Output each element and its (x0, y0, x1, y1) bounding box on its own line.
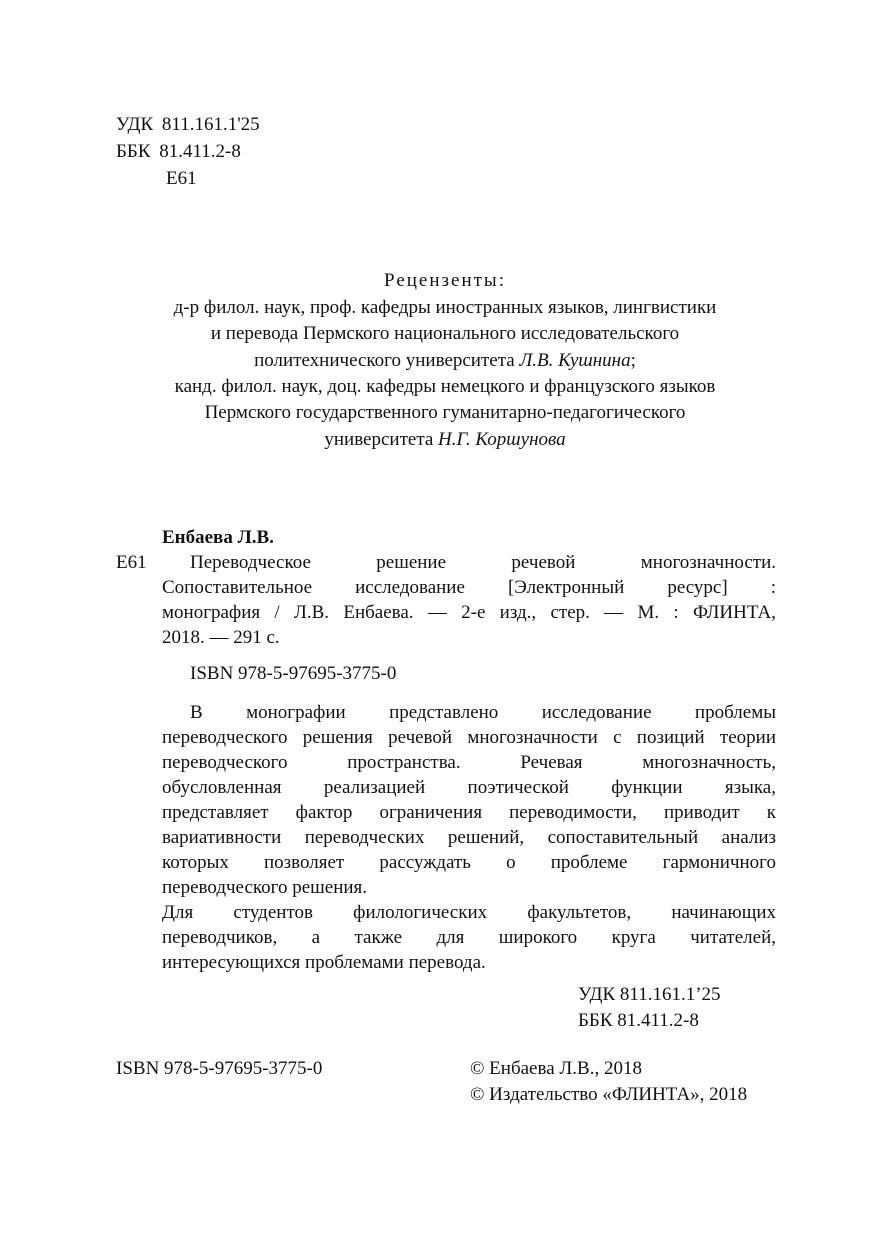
udk-code-bottom: УДК 811.161.1’25 (578, 984, 721, 1005)
copyright-publisher: © Издательство «ФЛИНТА», 2018 (470, 1084, 748, 1105)
reviewer-line-6 (60, 428, 830, 452)
reviewer-name-korshunova: Н.Г. Коршунова (438, 429, 566, 450)
reviewer-line-4: канд. филол. наук, доц. кафедры немецкого и французского языков (174, 376, 716, 397)
annotation-line-7: которых позволяет рассуждать о проблеме гармоничного (162, 852, 776, 873)
reviewer-line-2: и перевода Пермского национального исследовательского (210, 323, 680, 344)
reviewer-name-kushnina: Л.В. Кушнина (519, 350, 631, 371)
annotation-line-6: вариативности переводческих решений, сопоставительный анализ (162, 827, 776, 848)
bibliography-line-1: Переводческое решение речевой многозначности. (190, 552, 776, 573)
reviewer-line-6-prefix: университета (324, 429, 439, 450)
reviewer-line-3-suffix: ; (630, 350, 636, 371)
annotation-line-8: переводческого решения. (162, 877, 368, 898)
reviewers-title: Рецензенты: (384, 270, 506, 291)
annotation (162, 701, 776, 976)
bibliography-isbn: ISBN 978-5-97695-3775-0 (190, 663, 397, 684)
bibliography-line-3: монография / Л.В. Енбаева. — 2-е изд., стер. — М. : ФЛИНТА, (162, 602, 776, 623)
bibliography-description (162, 551, 776, 651)
annotation-line-9: Для студентов филологических факультетов, начинающих (162, 902, 776, 923)
footer-isbn: ISBN 978-5-97695-3775-0 (116, 1058, 323, 1079)
bibliography-code: Е61 (116, 552, 147, 573)
bbk-code-bottom: ББК 81.411.2-8 (578, 1010, 699, 1031)
annotation-line-2: переводческого решения речевой многозначности с позиций теории (162, 727, 776, 748)
annotation-line-5: представляет фактор ограничения переводимости, приводит к (162, 802, 776, 823)
annotation-line-10: переводчиков, а также для широкого круга читателей, (162, 927, 776, 948)
annotation-line-11: интересующихся проблемами перевода. (162, 952, 486, 973)
reviewer-line-5: Пермского государственного гуманитарно-педагогического (204, 402, 686, 423)
bibliography-line-2: Сопоставительное исследование [Электронный ресурс] : (162, 577, 776, 598)
reviewer-line-1: д-р филол. наук, проф. кафедры иностранных языков, лингвистики (173, 297, 717, 318)
bbk-code-top: ББК 81.411.2-8 (116, 141, 241, 162)
annotation-line-1: В монографии представлено исследование проблемы (190, 702, 776, 723)
annotation-line-3: переводческого пространства. Речевая многозначность, (162, 752, 776, 773)
annotation-line-4: обусловленная реализацией поэтической функции языка, (162, 777, 776, 798)
bibliography-author: Енбаева Л.В. (162, 527, 274, 548)
udk-code-top: УДК 811.161.1'25 (116, 114, 260, 135)
bibliography-line-4: 2018. — 291 с. (162, 627, 280, 648)
author-mark-top: Е61 (166, 168, 197, 189)
copyright-author: © Енбаева Л.В., 2018 (470, 1058, 642, 1079)
reviewer-line-3-prefix: политехнического университета (254, 350, 520, 371)
reviewer-line-3 (60, 349, 830, 373)
